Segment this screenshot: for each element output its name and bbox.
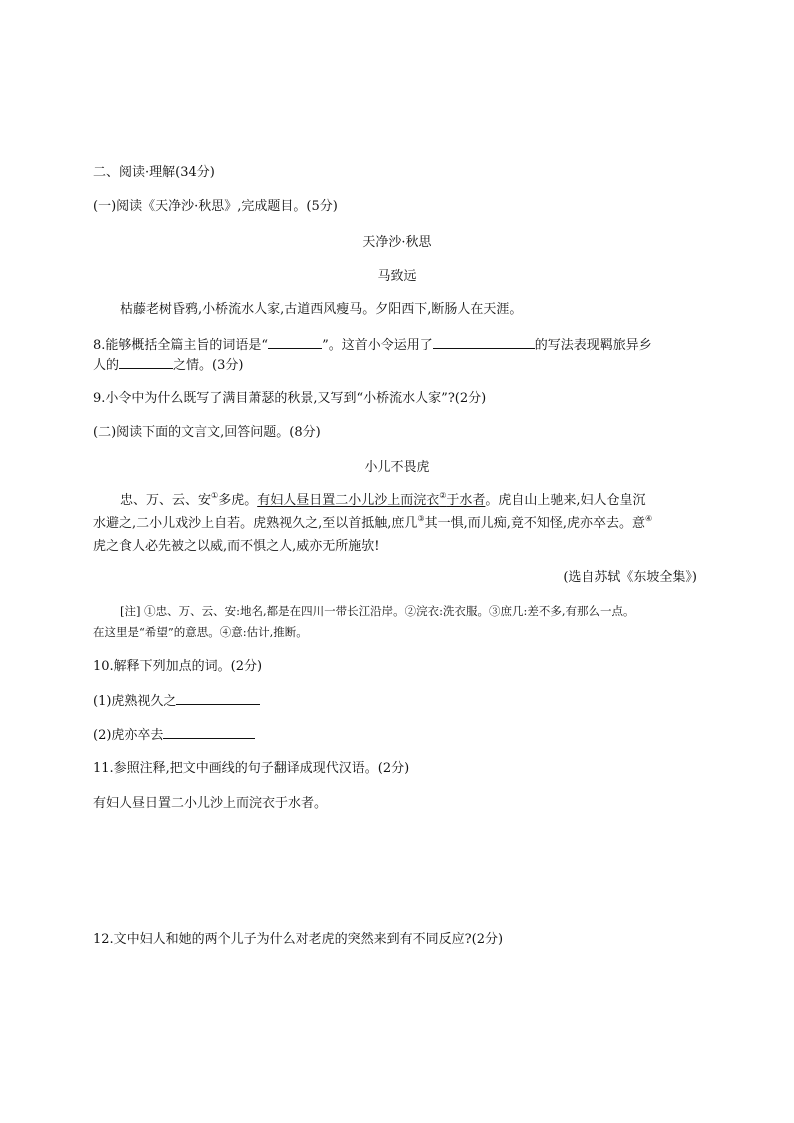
q8-part-d: 人的 xyxy=(93,358,120,373)
part1-heading: (一)阅读《天净沙·秋思》,完成题目。(5分) xyxy=(93,199,338,214)
question-9: 9.小令中为什么既写了满目萧瑟的秋景,又写到“小桥流水人家”?(2分) xyxy=(93,391,487,406)
question-12: 12.文中妇人和她的两个儿子为什么对老虎的突然来到有不同反应?(2分) xyxy=(93,932,504,947)
poem-text: 枯藤老树昏鸦,小桥流水人家,古道西风瘦马。夕阳西下,断肠人在天涯。 xyxy=(120,302,523,317)
q8-part-a: 8.能够概括全篇主旨的词语是“ xyxy=(93,338,269,353)
poem-title: 天净沙·秋思 xyxy=(362,235,432,250)
q8-blank-2[interactable] xyxy=(433,334,535,349)
question-11-sentence: 有妇人昼日置二小儿沙上而浣衣于水者。 xyxy=(93,796,328,811)
passage-text: 水避之,二小儿戏沙上自若。虎熟视久之,至以首抵触,庶几 xyxy=(93,516,418,531)
passage-line-1 xyxy=(120,490,646,512)
underlined-sentence xyxy=(257,493,485,508)
passage-source: (选自苏轼《东坡全集》) xyxy=(563,570,697,585)
footnote-marker-4: ④ xyxy=(644,514,653,523)
footnote-marker-2: ② xyxy=(439,491,447,500)
question-10-item-2 xyxy=(93,724,255,747)
q8-part-e: 之情。(3分) xyxy=(173,358,244,373)
passage-line-3: 虎之食人必先被之以威,而不惧之人,威亦无所施欤! xyxy=(93,539,380,554)
underlined-sentence-part: 有妇人昼日置二小儿沙上而浣衣 xyxy=(257,493,440,508)
question-11: 11.参照注释,把文中画线的句子翻译成现代汉语。(2分) xyxy=(93,761,410,776)
footnote-marker-3: ③ xyxy=(417,514,425,523)
passage-text: 其一惧,而儿痴,竟不知怪,虎亦卒去。意 xyxy=(424,516,645,531)
annotation-line-1: [注] ①忠、万、云、安:地名,都是在四川一带长江沿岸。②浣衣:洗衣服。③庶几:差不多,有那么一点。 xyxy=(120,604,635,618)
q8-part-b: ”。这首小令运用了 xyxy=(322,338,433,353)
q8-blank-1[interactable] xyxy=(268,334,322,349)
q10-item-2-text: (2)虎亦卒去 xyxy=(93,728,164,743)
passage-text: 忠、万、云、安 xyxy=(120,493,212,508)
question-10: 10.解释下列加点的词。(2分) xyxy=(93,659,263,674)
question-10-item-1 xyxy=(93,690,260,713)
annotation-line-2: 在这里是“希望”的意思。④意:估计,推断。 xyxy=(93,625,308,639)
poem-author: 马致远 xyxy=(377,269,417,284)
q8-part-c: 的写法表现羁旅异乡 xyxy=(534,338,652,353)
q10-blank-2[interactable] xyxy=(163,724,255,739)
passage-title: 小儿不畏虎 xyxy=(364,460,430,475)
question-8-line2 xyxy=(93,354,243,377)
part2-heading: (二)阅读下面的文言文,回答问题。(8分) xyxy=(93,425,321,440)
section-title: 二、阅读·理解(34分) xyxy=(93,165,215,180)
passage-line-2 xyxy=(93,513,652,535)
q8-blank-3[interactable] xyxy=(119,354,173,369)
footnote-marker-1: ① xyxy=(211,491,219,500)
q10-blank-1[interactable] xyxy=(176,690,260,705)
q10-item-1-text: (1)虎熟视久之 xyxy=(93,694,177,709)
passage-text: 。虎自山上驰来,妇人仓皇沉 xyxy=(485,493,646,508)
passage-text: 多虎。 xyxy=(218,493,258,508)
underlined-sentence-part: 于水者 xyxy=(446,493,486,508)
